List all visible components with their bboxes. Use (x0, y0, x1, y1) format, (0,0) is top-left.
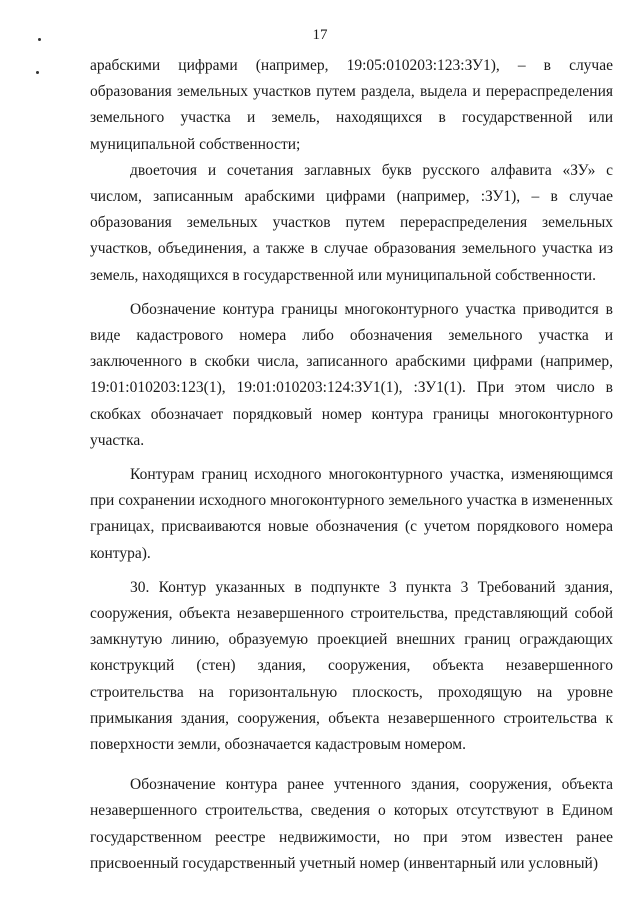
scan-speck (36, 71, 39, 74)
paragraph: Обозначение контура ранее учтенного здания, сооружения, объекта незавершенного строительства, сведения о которых отсутствуют в Едином государственном реестре недвижимости, но при этом известен ранее присвоенный государственный учетный номер (инвентарный или условный) (90, 776, 613, 872)
paragraph: двоеточия и сочетания заглавных букв русского алфавита «ЗУ» с числом, записанным арабскими цифрами (например, :ЗУ1), – в случае образования земельных участков путем перераспределения земельных участков, объединения, а также в случае образования земельного участка из земель, находящихся в государственной или муниципальной собственности. (90, 161, 613, 284)
body-text (90, 53, 613, 877)
page-number: 17 (312, 27, 328, 43)
paragraph: Обозначение контура границы многоконтурного участка приводится в виде кадастрового номера либо обозначения земельного участка и заключенного в скобки числа, записанного арабскими цифрами (например, 19:01:010203:123(1), 19:01:010203:124:ЗУ1(1), :ЗУ1(1). При этом число в скобках обозначает порядковый номер контура границы многоконтурного участка. (90, 300, 613, 449)
scan-speck (38, 38, 41, 41)
paragraph: 30. Контур указанных в подпункте 3 пункта 3 Требований здания, сооружения, объекта незавершенного строительства, представляющий собой замкнутую линию, образуемую проекцией внешних границ ограждающих конструкций (стен) здания, сооружения, объекта незавершенного строительства на горизонтальную плоскость, проходящую на уровне примыкания здания, сооружения, объекта незавершенного строительства к поверхности земли, обозначается кадастровым номером. (90, 578, 613, 754)
paragraph: Контурам границ исходного многоконтурного участка, изменяющимся при сохранении исходного многоконтурного земельного участка в измененных границах, присваиваются новые обозначения (с учетом порядкового номера контура). (90, 466, 613, 562)
paragraph: арабскими цифрами (например, 19:05:010203:123:ЗУ1), – в случае образования земельных участков путем раздела, выдела и перераспределения земельного участка и земель, находящихся в государственной или муниципальной собственности; (90, 57, 613, 153)
